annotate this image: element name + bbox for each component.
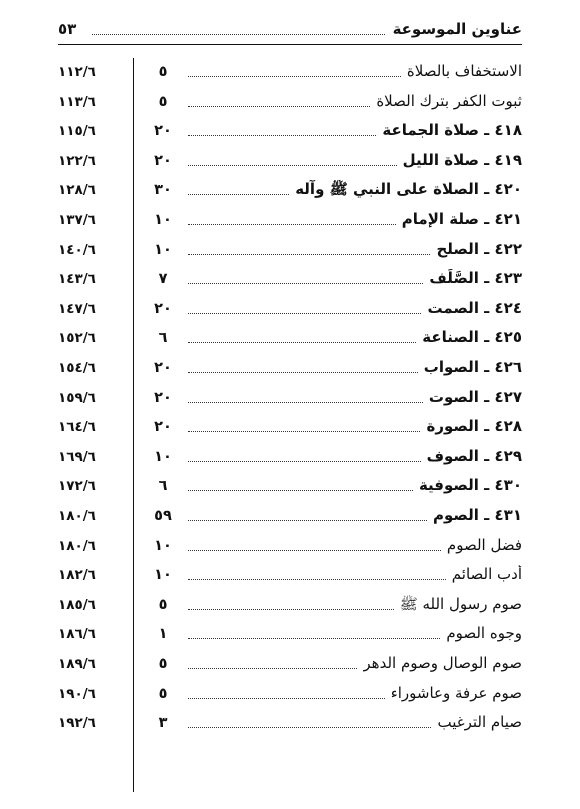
entry-count: ١٠ xyxy=(154,241,172,258)
entry-count: ٢٠ xyxy=(154,389,172,406)
entry-title: صيام الترغيب xyxy=(437,713,522,732)
entry-count: ٥ xyxy=(158,596,168,613)
toc-entry xyxy=(0,445,580,475)
toc-entry xyxy=(0,178,580,208)
entry-page-ref: ١٩٠/٦ xyxy=(58,685,96,702)
toc-entry xyxy=(0,622,580,652)
running-header xyxy=(58,20,522,45)
toc-entry xyxy=(0,415,580,445)
header-page-number: ٥٣ xyxy=(58,20,77,38)
entry-count: ٢٠ xyxy=(154,419,172,436)
entry-title: ٤٢٤ ـ الصمت xyxy=(427,298,522,317)
entry-title: ٤٢٣ ـ الصَّلَف xyxy=(429,269,522,288)
toc-entry xyxy=(0,682,580,712)
dot-leader xyxy=(188,698,385,699)
entry-page-ref: ١٧٢/٦ xyxy=(58,478,96,495)
entry-page-ref: ١٨٢/٦ xyxy=(58,567,96,584)
entry-title: ٤١٨ ـ صلاة الجماعة xyxy=(382,121,522,140)
dot-leader xyxy=(188,668,357,669)
entry-title: أدب الصائم xyxy=(451,565,522,584)
toc-entry xyxy=(0,90,580,120)
entry-count: ٥ xyxy=(158,64,168,80)
entry-page-ref: ١٨٩/٦ xyxy=(58,656,96,672)
toc-entry xyxy=(0,652,580,682)
header-dot-leader xyxy=(92,34,385,35)
dot-leader xyxy=(188,76,401,77)
entry-count: ١ xyxy=(158,626,168,643)
entry-count: ٥ xyxy=(158,656,168,672)
dot-leader xyxy=(188,727,431,728)
dot-leader xyxy=(188,579,446,580)
entry-title: ٤٢٠ ـ الصلاة على النبي ﷺ وآله xyxy=(295,180,522,199)
entry-count: ٣٠ xyxy=(154,182,172,199)
entry-page-ref: ١٦٩/٦ xyxy=(58,448,96,465)
entry-count: ١٠ xyxy=(154,567,172,584)
entry-title: صوم عرفة وعاشوراء xyxy=(390,683,522,702)
entry-page-ref: ١٥٢/٦ xyxy=(58,330,96,347)
entry-page-ref: ١٩٢/٦ xyxy=(58,715,96,732)
toc-entry xyxy=(0,593,580,623)
entry-page-ref: ١٨٥/٦ xyxy=(58,596,96,613)
dot-leader xyxy=(188,520,427,521)
entry-title: فضل الصوم xyxy=(446,535,522,554)
entry-count: ١٠ xyxy=(154,537,172,554)
entry-page-ref: ١٥٩/٦ xyxy=(58,389,96,406)
entry-count: ٧ xyxy=(158,271,168,288)
dot-leader xyxy=(188,254,430,255)
dot-leader xyxy=(188,106,370,107)
entry-title: ٤٢٥ ـ الصناعة xyxy=(422,328,522,347)
dot-leader xyxy=(188,550,441,551)
entry-title: ثبوت الكفر بترك الصلاة xyxy=(376,91,522,110)
toc-entry xyxy=(0,386,580,416)
entry-count: ٥ xyxy=(158,685,168,702)
dot-leader xyxy=(188,165,397,166)
dot-leader xyxy=(188,135,376,136)
entry-page-ref: ١٣٧/٦ xyxy=(58,212,96,228)
entry-page-ref: ١١٥/٦ xyxy=(58,123,96,140)
toc-entry xyxy=(0,711,580,741)
entry-page-ref: ١١٣/٦ xyxy=(58,93,96,110)
entry-title: صوم الوصال وصوم الدهر xyxy=(363,654,522,672)
toc-entry xyxy=(0,326,580,356)
dot-leader xyxy=(188,490,413,491)
toc-entry xyxy=(0,60,580,90)
entry-title: ٤٢٨ ـ الصورة xyxy=(426,417,522,436)
toc-entry xyxy=(0,563,580,593)
entry-title: ٤٢٢ ـ الصلح xyxy=(436,239,522,258)
entry-count: ٢٠ xyxy=(154,152,172,169)
entry-count: ٦ xyxy=(158,478,168,495)
dot-leader xyxy=(188,194,289,195)
dot-leader xyxy=(188,461,421,462)
toc-entry xyxy=(0,119,580,149)
toc-entry xyxy=(0,149,580,179)
entry-title: ٤٣٠ ـ الصوفية xyxy=(418,476,522,495)
entry-page-ref: ١٤٣/٦ xyxy=(58,271,96,288)
entry-page-ref: ١٥٤/٦ xyxy=(58,360,96,376)
toc-entry xyxy=(0,534,580,564)
toc-entry xyxy=(0,208,580,238)
entry-title: وجوه الصوم xyxy=(446,624,522,643)
entry-title: ٤٣١ ـ الصوم xyxy=(433,506,522,524)
dot-leader xyxy=(188,224,396,225)
toc-entry xyxy=(0,504,580,534)
entry-page-ref: ١١٢/٦ xyxy=(58,64,96,80)
entry-title: ٤٢١ ـ صلة الإمام xyxy=(401,210,522,228)
entry-count: ٢٠ xyxy=(154,360,172,376)
toc-entry xyxy=(0,356,580,386)
entry-page-ref: ١٢٢/٦ xyxy=(58,152,96,169)
toc-entry xyxy=(0,474,580,504)
toc-entry xyxy=(0,297,580,327)
dot-leader xyxy=(188,372,418,373)
entry-count: ٣ xyxy=(158,715,168,732)
toc-entry xyxy=(0,238,580,268)
entry-page-ref: ١٨٦/٦ xyxy=(58,626,96,643)
entry-count: ٥ xyxy=(158,93,168,110)
entry-count: ١٠ xyxy=(154,448,172,465)
entry-title: ٤٢٦ ـ الصواب xyxy=(423,358,522,376)
toc-entry xyxy=(0,267,580,297)
entry-count: ٢٠ xyxy=(154,300,172,317)
entry-page-ref: ١٢٨/٦ xyxy=(58,182,96,199)
entry-title: ٤١٩ ـ صلاة الليل xyxy=(402,150,522,169)
entry-page-ref: ١٤٧/٦ xyxy=(58,300,96,317)
entry-count: ٢٠ xyxy=(154,123,172,140)
entry-title: ٤٢٩ ـ الصوف xyxy=(426,446,522,465)
dot-leader xyxy=(188,609,394,610)
entry-count: ٦ xyxy=(158,330,168,347)
entry-count: ١٠ xyxy=(154,212,172,228)
entry-title: صوم رسول الله ﷺ xyxy=(399,594,522,613)
dot-leader xyxy=(188,402,423,403)
entry-page-ref: ١٤٠/٦ xyxy=(58,241,96,258)
entry-page-ref: ١٦٤/٦ xyxy=(58,419,96,436)
header-title: عناوين الموسوعة xyxy=(392,20,522,38)
dot-leader xyxy=(188,342,416,343)
entry-title: الاستخفاف بالصلاة xyxy=(406,62,522,80)
entry-count: ٥٩ xyxy=(154,508,172,524)
dot-leader xyxy=(188,638,440,639)
entry-page-ref: ١٨٠/٦ xyxy=(58,537,96,554)
entry-title: ٤٢٧ ـ الصوت xyxy=(428,387,522,406)
entry-page-ref: ١٨٠/٦ xyxy=(58,508,96,524)
dot-leader xyxy=(188,431,420,432)
dot-leader xyxy=(188,283,423,284)
dot-leader xyxy=(188,313,421,314)
